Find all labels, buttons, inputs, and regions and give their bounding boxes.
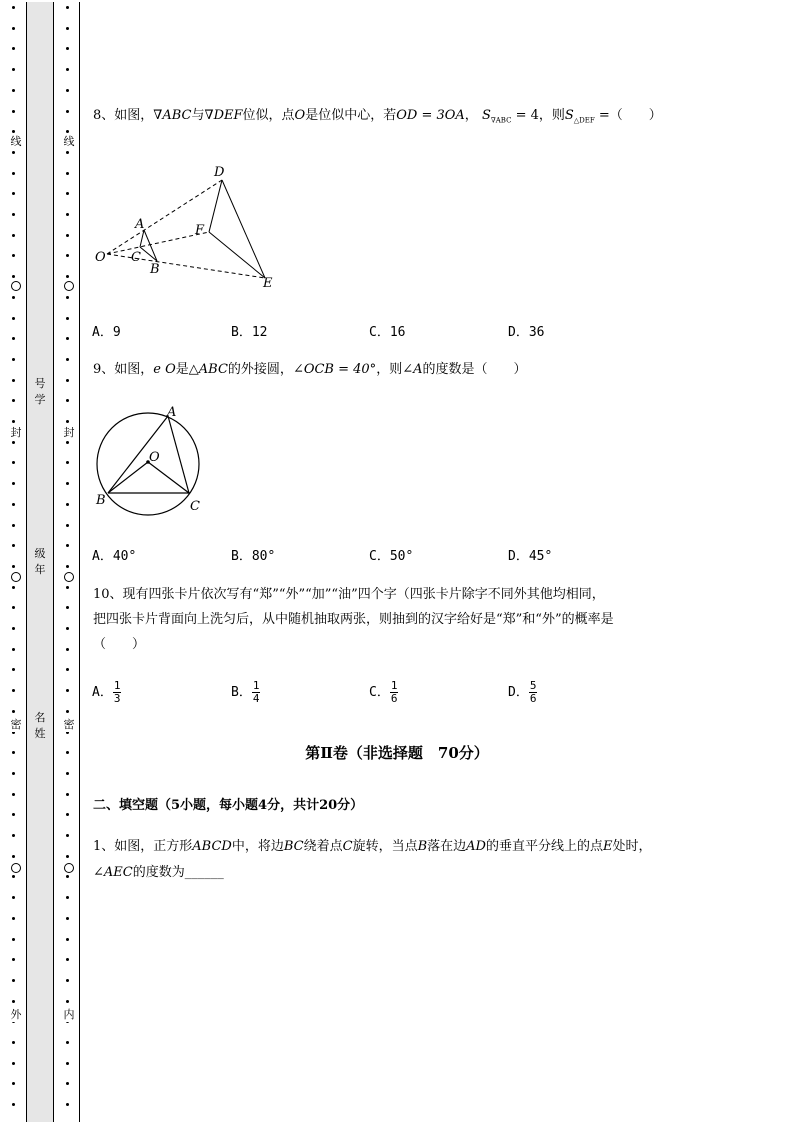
q8-label-f: F (195, 223, 205, 238)
margin-dot (66, 524, 69, 527)
margin-dot (12, 544, 15, 547)
q9-intro: 9、如图， (93, 362, 154, 377)
margin-dot (12, 68, 15, 71)
margin-dot (66, 813, 69, 816)
margin-dot (12, 110, 15, 113)
margin-dot (66, 151, 69, 154)
margin-dot (66, 461, 69, 464)
margin-dot (12, 917, 15, 920)
q8-answer-bracket: =（ ） (598, 108, 662, 123)
q8-and: 与 (191, 108, 205, 123)
margin-dot (12, 565, 15, 568)
fraction-numerator: 1 (252, 679, 260, 692)
margin-dot (66, 192, 69, 195)
margin-dot (12, 420, 15, 423)
q8-comma: ， (464, 108, 478, 123)
field-grade: 级年 (34, 547, 46, 576)
margin-dot (12, 358, 15, 361)
q8-option-a[interactable]: A．9 (92, 325, 121, 340)
margin-dot (12, 689, 15, 692)
margin-dot (12, 399, 15, 402)
q10-option-d-label: D． (508, 685, 529, 700)
margin-dot (12, 482, 15, 485)
field-name: 名姓 (34, 711, 46, 740)
margin-dot (66, 482, 69, 485)
q9-angle-ocb: ∠OCB = 40° (292, 362, 377, 377)
q10-line-2: 把四张卡片背面向上洗匀后，从中随机抽取两张，则抽到的汉字给好是“郑”和“外”的概率是 (93, 612, 614, 627)
fill1-square-abcd: ABCD (192, 839, 232, 854)
q9-circle-o: e O (153, 362, 176, 377)
margin-dot (12, 6, 15, 9)
margin-dot (66, 296, 69, 299)
q8-label-o: O (95, 250, 106, 265)
q8-area-s1: S (481, 108, 491, 123)
q9-question: 的度数是（ ） (422, 362, 527, 377)
q9-then: ，则 (376, 362, 403, 377)
q8-option-d[interactable]: D．36 (508, 325, 545, 340)
binding-margin-inner (54, 2, 80, 1122)
margin-dot (66, 6, 69, 9)
margin-dot (12, 234, 15, 237)
margin-dot (12, 89, 15, 92)
margin-dot (66, 917, 69, 920)
q9-option-a[interactable]: A．40° (92, 549, 137, 564)
margin-dot (12, 938, 15, 941)
margin-dot (12, 1062, 15, 1065)
fill1-angle-aec: ∠AEC (93, 865, 133, 880)
fraction-numerator: 5 (529, 679, 537, 692)
margin-dot (66, 89, 69, 92)
margin-dot (66, 68, 69, 71)
margin-dot (12, 503, 15, 506)
q10-line-3: （ ） (93, 637, 146, 652)
q9-option-c[interactable]: C．50° (369, 549, 414, 564)
margin-dot (12, 275, 15, 278)
margin-dot (12, 1000, 15, 1003)
q9-label-b: B (96, 493, 106, 508)
margin-dot (66, 668, 69, 671)
q9-triangle: △ABC (188, 362, 228, 377)
margin-dot (12, 1082, 15, 1085)
question-9-text (93, 357, 527, 383)
margin-dot (12, 317, 15, 320)
margin-dot (12, 192, 15, 195)
outer-mark-wai: 外 (8, 1006, 24, 1022)
outer-mark-xian: 线 (8, 133, 24, 149)
margin-dot (66, 689, 69, 692)
margin-dot (66, 627, 69, 630)
q10-option-b[interactable] (231, 680, 260, 705)
q8-triangle-def: ∇DEF (204, 108, 243, 123)
q8-area-s2-sub: △DEF (573, 116, 595, 125)
q10-option-c[interactable] (369, 680, 398, 705)
margin-dot (66, 834, 69, 837)
margin-dot (12, 979, 15, 982)
margin-dot (66, 275, 69, 278)
question-8-text (93, 103, 662, 134)
margin-dot (66, 1103, 69, 1106)
section-2-title: 第Ⅱ卷（非选择题 70分） (305, 744, 489, 762)
fraction-denominator: 4 (252, 692, 260, 705)
q10-option-d-fraction (529, 680, 538, 705)
margin-dot (12, 896, 15, 899)
inner-mark-feng: 封 (61, 424, 77, 440)
inner-ring-1 (64, 281, 74, 291)
inner-mark-xian: 线 (61, 133, 77, 149)
margin-dot (12, 441, 15, 444)
q10-option-a[interactable] (92, 680, 121, 705)
margin-dot (66, 1062, 69, 1065)
q8-homothety-figure (90, 160, 290, 295)
margin-dot (66, 772, 69, 775)
margin-dot (12, 958, 15, 961)
q10-option-c-fraction (390, 680, 399, 705)
margin-dot (66, 896, 69, 899)
q8-triangle-abc: ∇ABC (153, 108, 192, 123)
margin-dot (66, 793, 69, 796)
binding-margin-outer (0, 0, 26, 1123)
q8-label-b: B (150, 262, 160, 277)
margin-dot (66, 938, 69, 941)
margin-dot (66, 875, 69, 878)
q10-option-b-fraction (252, 680, 261, 705)
margin-dot (12, 379, 15, 382)
margin-dot (12, 151, 15, 154)
margin-dot (12, 524, 15, 527)
outer-mark-feng: 封 (8, 424, 24, 440)
q9-circumcircle: 的外接圆， (227, 362, 293, 377)
margin-dot (66, 958, 69, 961)
margin-dot (66, 544, 69, 547)
margin-dot (66, 1041, 69, 1044)
margin-dot (66, 586, 69, 589)
margin-dot (12, 627, 15, 630)
margin-dot (66, 213, 69, 216)
margin-dot (66, 358, 69, 361)
margin-dot (66, 855, 69, 858)
fill-blank-heading: 二、填空题（5小题，每小题4分，共计20分） (93, 798, 364, 813)
margin-dot (12, 606, 15, 609)
fill1-text-d: 旋转，当点 (352, 839, 418, 854)
outer-mark-mi: 密 (8, 716, 24, 732)
fill1-point-b: B (417, 839, 428, 854)
margin-dot (66, 710, 69, 713)
q8-center-text: 是位似中心，若 (305, 108, 397, 123)
margin-dot (66, 27, 69, 30)
inner-ring-2 (64, 572, 74, 582)
q9-label-o: O (149, 450, 160, 465)
q9-circumcircle-figure (90, 400, 220, 520)
q10-option-c-label: C． (369, 685, 390, 700)
inner-ring-3 (64, 863, 74, 873)
fill1-text-g: 处时， (612, 839, 652, 854)
margin-dot (66, 47, 69, 50)
margin-dot (66, 979, 69, 982)
inner-mark-nei: 内 (61, 1006, 77, 1022)
margin-dot (12, 296, 15, 299)
margin-dot (66, 565, 69, 568)
q10-option-d[interactable] (508, 680, 537, 705)
margin-dot (66, 399, 69, 402)
q8-area-s1-value: = 4 (515, 108, 539, 123)
q8-label-a: A (135, 217, 145, 232)
margin-dot (12, 172, 15, 175)
margin-dot (66, 234, 69, 237)
q9-label-a: A (167, 405, 177, 420)
q8-center-o: O (294, 108, 306, 123)
fill-question-1-line-2 (93, 860, 224, 886)
margin-dot (12, 47, 15, 50)
margin-dot (66, 110, 69, 113)
margin-dot (12, 27, 15, 30)
fill1-intro: 1、如图，正方形 (93, 839, 193, 854)
q8-area-s1-sub: ∇ABC (490, 116, 512, 125)
margin-dot (12, 875, 15, 878)
fill1-point-c: C (342, 839, 353, 854)
margin-dot (66, 172, 69, 175)
q9-option-b[interactable]: B．80° (231, 549, 276, 564)
fill1-text-e: 落在边 (427, 839, 467, 854)
fill1-side-bc: BC (283, 839, 304, 854)
q9-angle-a: ∠A (402, 362, 423, 377)
margin-dot (12, 793, 15, 796)
margin-dot (12, 772, 15, 775)
outer-ring-1 (11, 281, 21, 291)
fraction-numerator: 1 (390, 679, 398, 692)
margin-dot (66, 317, 69, 320)
q8-label-e: E (263, 276, 273, 291)
fill1-side-ad: AD (466, 839, 486, 854)
q8-ratio: OD = 3OA (396, 108, 465, 123)
fraction-denominator: 3 (113, 692, 121, 705)
q8-option-b[interactable]: B．12 (231, 325, 268, 340)
q10-option-b-label: B． (231, 685, 252, 700)
margin-dot (66, 1082, 69, 1085)
fill1-blank[interactable]: 的度数为______ (132, 865, 224, 880)
margin-dot (12, 668, 15, 671)
margin-dot (12, 834, 15, 837)
fraction-denominator: 6 (390, 692, 398, 705)
margin-dot (66, 1000, 69, 1003)
margin-dot (66, 420, 69, 423)
q10-option-a-label: A． (92, 685, 113, 700)
q8-area-s2: S (564, 108, 574, 123)
margin-dot (12, 1041, 15, 1044)
margin-dot (66, 648, 69, 651)
margin-dot (12, 213, 15, 216)
margin-dot (66, 254, 69, 257)
margin-dot (12, 855, 15, 858)
margin-dot (12, 254, 15, 257)
q8-point: 位似，点 (242, 108, 295, 123)
q10-option-a-fraction (113, 680, 122, 705)
margin-dot (66, 441, 69, 444)
field-student-id: 号学 (34, 377, 46, 406)
q9-label-c: C (190, 499, 200, 514)
fill1-point-e: E (603, 839, 613, 854)
fraction-denominator: 6 (529, 692, 537, 705)
margin-dot (12, 337, 15, 340)
margin-dot (12, 461, 15, 464)
fill1-text-b: 中，将边 (231, 839, 284, 854)
margin-dot (12, 1103, 15, 1106)
margin-dot (66, 503, 69, 506)
fill1-text-f: 的垂直平分线上的点 (485, 839, 603, 854)
margin-dot (12, 813, 15, 816)
q10-line-1: 10、现有四张卡片依次写有“郑”“外”“加”“油”四个字（四张卡片除字不同外其他均相同， (93, 587, 605, 602)
margin-dot (66, 337, 69, 340)
q8-then: ，则 (538, 108, 565, 123)
outer-ring-3 (11, 863, 21, 873)
q8-intro: 8、如图， (93, 108, 154, 123)
margin-dot (12, 710, 15, 713)
margin-dot (66, 379, 69, 382)
margin-dot (66, 606, 69, 609)
outer-ring-2 (11, 572, 21, 582)
fill1-text-c: 绕着点 (303, 839, 343, 854)
fill-question-1-line-1 (93, 834, 652, 860)
fraction-numerator: 1 (113, 679, 121, 692)
q9-option-d[interactable]: D．45° (508, 549, 553, 564)
q8-option-c[interactable]: C．16 (369, 325, 406, 340)
margin-dot (12, 648, 15, 651)
q8-label-c: C (131, 250, 141, 265)
inner-mark-mi: 密 (61, 716, 77, 732)
q8-label-d: D (214, 165, 225, 180)
q9-is: 是 (175, 362, 189, 377)
margin-dot (12, 586, 15, 589)
